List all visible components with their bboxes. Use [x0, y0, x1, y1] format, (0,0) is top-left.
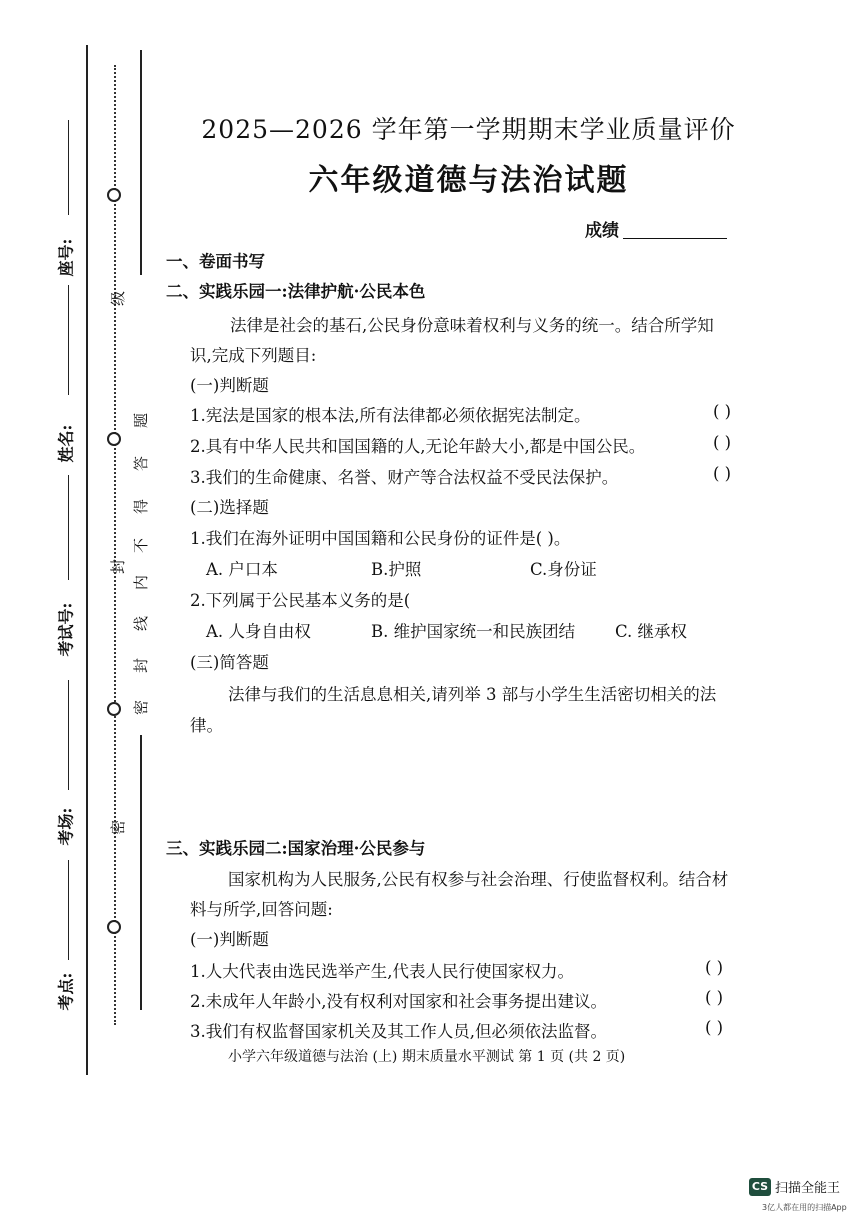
choice-question: 2.下列属于公民基本义务的是(: [190, 591, 411, 610]
section2-short-title: (三)简答题: [190, 653, 269, 672]
exam-title: 2025—2026 学年第一学期期末学业质量评价: [201, 115, 736, 144]
answer-paren[interactable]: ( ): [705, 1018, 724, 1037]
score-blank[interactable]: [623, 238, 727, 239]
class-char: 级: [109, 290, 128, 307]
site-label: 考点:: [56, 972, 76, 1011]
short-question: 法律与我们的生活息息相关,请列举 3 部与小学生生活密切相关的法: [228, 685, 717, 704]
exam-no-label: 考试号:: [56, 602, 76, 657]
choice-question: 1.我们在海外证明中国国籍和公民身份的证件是( )。: [190, 529, 571, 548]
seal-text-char: 不: [132, 537, 151, 554]
answer-paren[interactable]: ( ): [705, 958, 724, 977]
seal-text-char: 密: [132, 699, 151, 716]
mi-char: 密: [109, 819, 128, 836]
site-blank: [68, 860, 69, 960]
seat-label: 座号:: [56, 238, 76, 277]
feng-char: 封: [109, 558, 128, 575]
judge-question: 1.人大代表由选民选举产生,代表人民行使国家权力。: [190, 962, 574, 981]
section2-judge-title: (一)判断题: [190, 376, 269, 395]
judge-question: 3.我们有权监督国家机关及其工作人员,但必须依法监督。: [190, 1022, 607, 1041]
score-field: [585, 216, 727, 241]
choice-option[interactable]: A. 人身自由权: [206, 622, 311, 641]
binding-hole: [107, 702, 121, 716]
section2-choice-title: (二)选择题: [190, 498, 269, 517]
answer-paren[interactable]: ( ): [705, 988, 724, 1007]
name-label: 姓名:: [56, 424, 76, 463]
judge-question: 1.宪法是国家的根本法,所有法律都必须依据宪法制定。: [190, 406, 591, 425]
choice-option[interactable]: A. 户口本: [206, 560, 278, 579]
seal-text-char: 题: [132, 412, 151, 429]
section2-intro-cont: 识,完成下列题目:: [190, 346, 317, 365]
binding-inner-line-lower: [140, 735, 142, 1010]
choice-option[interactable]: C.身份证: [530, 560, 597, 579]
room-label: 考场:: [56, 807, 76, 846]
seal-text-char: 封: [132, 657, 151, 674]
seal-text-char: 内: [132, 574, 151, 591]
camscanner-logo-icon: CS: [749, 1178, 771, 1196]
section2-intro: 法律是社会的基石,公民身份意味着权利与义务的统一。结合所学知: [230, 316, 714, 335]
binding-hole: [107, 432, 121, 446]
scanner-tagline: 3亿人都在用的扫描App: [762, 1203, 847, 1212]
section3-intro: 国家机构为人民服务,公民有权参与社会治理、行使监督权利。结合材: [228, 870, 729, 889]
room-blank: [68, 680, 69, 790]
exam-no-blank: [68, 475, 69, 580]
choice-option[interactable]: B. 维护国家统一和民族团结: [371, 622, 576, 641]
seal-text-char: 答: [132, 455, 151, 472]
short-question-cont: 律。: [190, 716, 223, 735]
choice-option[interactable]: C. 继承权: [615, 622, 688, 641]
binding-dotted-line: [114, 65, 116, 1025]
score-label: 成绩: [585, 221, 619, 241]
page-footer: 小学六年级道德与法治 (上) 期末质量水平测试 第 1 页 (共 2 页): [228, 1049, 626, 1065]
judge-question: 3.我们的生命健康、名誉、财产等合法权益不受民法保护。: [190, 468, 619, 487]
exam-subtitle: 六年级道德与法治试题: [308, 163, 629, 198]
section3-title: 三、实践乐园二:国家治理·公民参与: [166, 839, 426, 858]
answer-paren[interactable]: ( ): [713, 433, 732, 452]
answer-paren[interactable]: ( ): [713, 402, 732, 421]
section2-title: 二、实践乐园一:法律护航·公民本色: [166, 282, 426, 301]
binding-outer-line: [86, 45, 88, 1075]
section3-judge-title: (一)判断题: [190, 930, 269, 949]
scanner-watermark: [749, 1177, 840, 1196]
seal-text-char: 线: [132, 615, 151, 632]
binding-hole: [107, 920, 121, 934]
choice-option[interactable]: B.护照: [371, 560, 422, 579]
judge-question: 2.具有中华人民共和国国籍的人,无论年龄大小,都是中国公民。: [190, 437, 646, 456]
section3-intro-cont: 料与所学,回答问题:: [190, 900, 333, 919]
section1-title: 一、卷面书写: [166, 252, 265, 271]
answer-paren[interactable]: ( ): [713, 464, 732, 483]
scanner-app-name: 扫描全能王: [775, 1181, 841, 1196]
name-blank: [68, 285, 69, 395]
judge-question: 2.未成年人年龄小,没有权利对国家和社会事务提出建议。: [190, 992, 607, 1011]
seal-text-char: 得: [132, 498, 151, 515]
